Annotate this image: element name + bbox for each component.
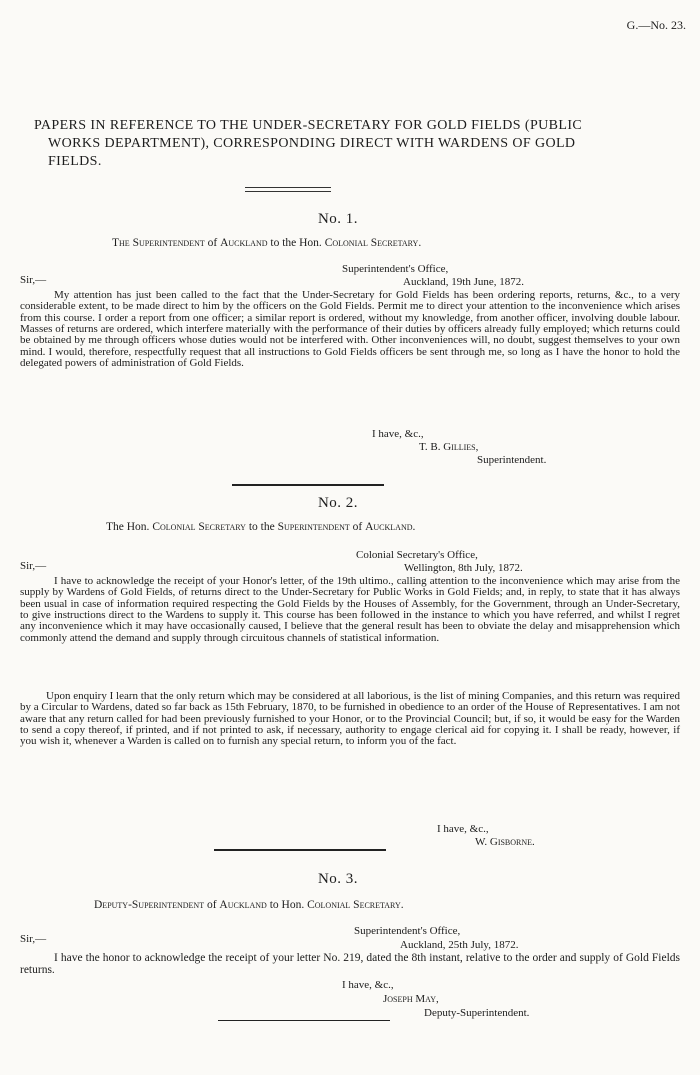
letter-2-from-prefix: The Hon. [106,521,150,533]
letter-1-rule [232,484,384,486]
document-title: PAPERS IN REFERENCE TO THE UNDER-SECRETARY FOR GOLD FIELDS (PUBLIC WORKS DEPARTMENT), CORRESPONDING DIRECT WITH WARDENS OF GOLD FIELDS. [34,118,583,169]
letter-1-office: Superintendent's Office, [342,263,449,275]
letter-1-to: Colonial Secretary. [324,237,422,249]
letter-1-closing: I have, &c., [372,428,424,440]
letter-3-to-prefix: to Hon. [269,899,305,911]
letter-1-body: My attention has just been called to the fact that the Under-Secretary for Gold Fields has been ordering reports, returns, &c., to a very considerable extent, to be made direct to him by the officers on the Gold Fields. Permit me to direct your attention to the inconvenience which arises from this course. I order a report from one officer; a similar report is ordered, without my knowledge, from another officer, involving double labour. Masses of returns are ordered, which interfere materially with the performance of their duties by officers already fully employed; which returns could be obtained by me through officers whose duties would not be interfered with. Other inconveniences will, no doubt, suggest themselves to your own mind. I would, therefore, respectfully request that all instructions to Gold Fields officers be sent through me, so long as I have the honor to hold the delegated powers of administration of Gold Fields. [20,289,680,370]
letter-3-of: of [206,899,217,911]
title-double-rule [245,187,331,192]
letter-2-body-2: Upon enquiry I learn that the only return which may be considered at all laborious, is the list of mining Companies, and this return was required by a Circular to Wardens, dated so far back as 15th February, 1870, to be furnished in obedience to an order of the House of Representatives. I am not aware that any return called for had been previously furnished to your Honor, or to the Provincial Council; but, if so, it would be easy for the Warden to send a copy thereof, if printed, and if not printed to ask, if necessary, authority to engage clerical aid for copying it. I shall be ready, however, if you wish it, whenever a Warden is called on to furnish any special return, to inform you of the fact. [20,690,680,748]
letter-2-office: Colonial Secretary's Office, [356,549,478,561]
letter-2-body-1: I have to acknowledge the receipt of your Honor's letter, of the 19th ultimo., calling attention to the inconvenience which may arise from the supply by Wardens of Gold Fields, of returns direct to the Under-Secretary for Public Works in Gold Fields; and, in reply, to state that it has always been usual in case of information required respecting the Gold Fields by the Houses of Assembly, for the Government, through an Under-Secretary, to give instructions direct to the Wardens to supply it. This course has been followed in the instance to which you have referred, and whilst I regret any inconvenience which it may have occasionally caused, I believe that the general result has been to obviate the delay and misapprehension which commonly attend the demand and supply through circuitous channels of statistical information. [20,575,680,644]
letter-3-rule [218,1020,390,1021]
letter-2-of: of [352,521,363,533]
letter-3-from: Deputy-Superintendent [94,899,205,911]
letter-3-body: I have the honor to acknowledge the receipt of your letter No. 219, dated the 8th instant, relative to the order and supply of Gold Fields returns. [20,952,680,976]
letter-2-signature: W. Gisborne. [475,836,535,848]
letter-3-salutation: Sir,— [20,933,47,945]
letter-2-heading [106,521,415,533]
letter-1-title: Superintendent. [477,454,547,466]
letter-1-to-prefix: to the Hon. [270,237,322,249]
letter-2-to: Superintendent [277,521,350,533]
letter-1-of: of [207,237,218,249]
letter-1-from: The Superintendent [112,237,205,249]
letter-3-office: Superintendent's Office, [354,925,461,937]
letter-3-number: No. 3. [317,871,359,887]
letter-1-heading [112,237,421,249]
letter-2-from: Colonial Secretary [152,521,246,533]
letter-2-place-to: Auckland. [365,521,416,533]
letter-2-to-prefix: to the [248,521,275,533]
letter-3-place-from: Auckland [219,899,267,911]
letter-3-heading [94,899,404,911]
paper-reference: G.—No. 23. [626,18,686,32]
letter-3-signature: Joseph May, [383,993,439,1005]
letter-1-number: No. 1. [317,211,359,227]
letter-1-salutation: Sir,— [20,274,47,286]
letter-3-place-date: Auckland, 25th July, 1872. [400,939,519,951]
letter-3-to: Colonial Secretary. [307,899,404,911]
letter-1-signature: T. B. Gillies, [419,441,479,453]
letter-1-place-date: Auckland, 19th June, 1872. [403,276,524,288]
letter-2-place-date: Wellington, 8th July, 1872. [404,562,523,574]
letter-2-salutation: Sir,— [20,560,47,572]
letter-2-number: No. 2. [317,495,359,511]
letter-1-place-from: Auckland [220,237,268,249]
letter-2-rule [214,849,386,851]
letter-2-closing: I have, &c., [437,823,489,835]
letter-3-title: Deputy-Superintendent. [424,1007,530,1019]
letter-3-closing: I have, &c., [342,979,394,991]
